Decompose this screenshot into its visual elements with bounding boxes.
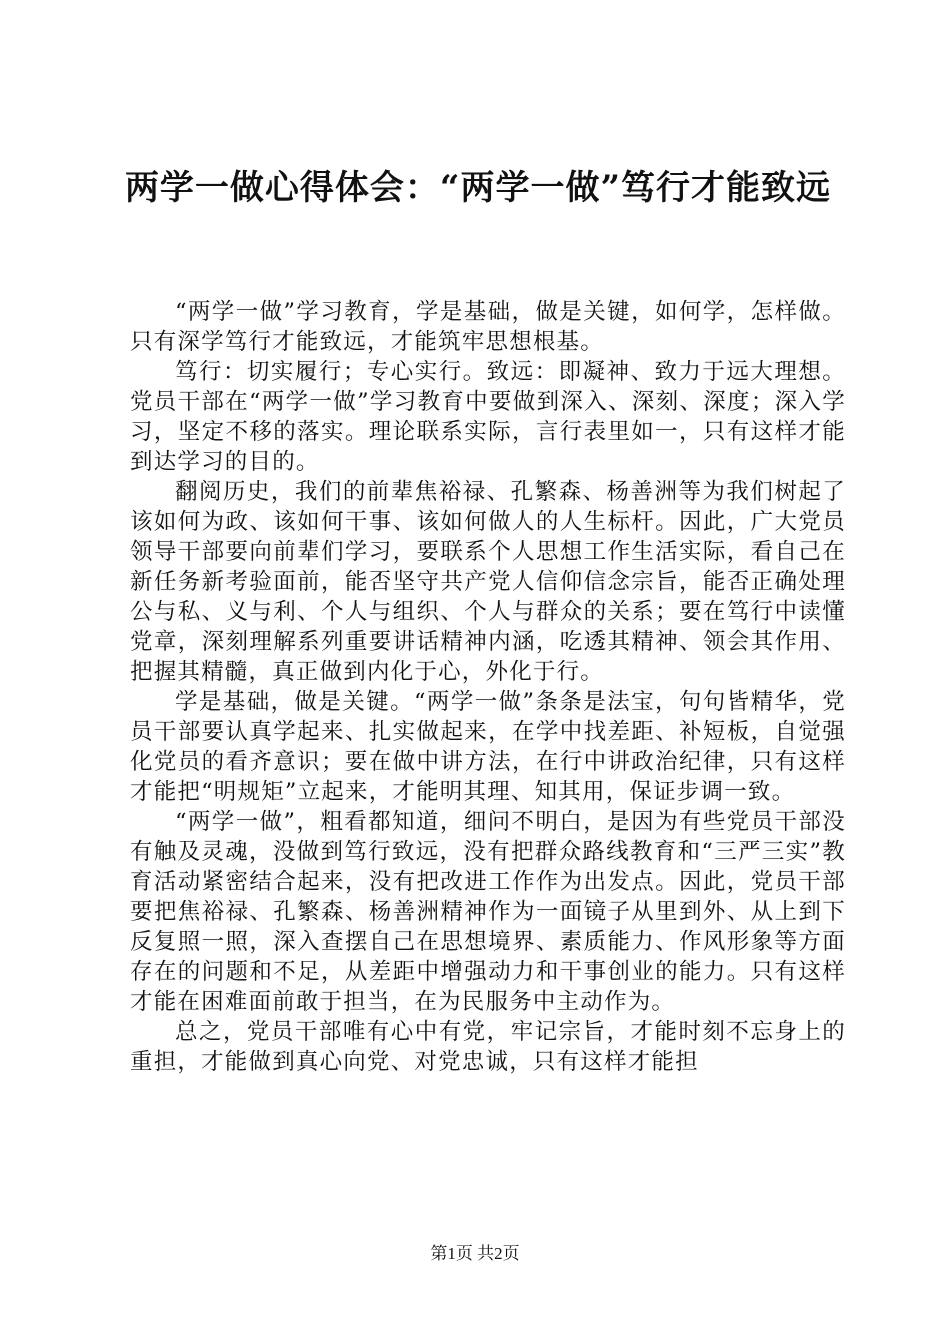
paragraph: 学是基础，做是关键。“两学一做”条条是法宝，句句皆精华，党员干部要认真学起来、扎实做起来，在学中找差距、补短板，自觉强化党员的看齐意识；要在做中讲方法，在行中讲政治纪律，只有这样才能把“明规矩”立起来，才能明其理、知其用，保证步调一致。 [130,689,846,805]
paragraph: 翻阅历史，我们的前辈焦裕禄、孔繁森、杨善洲等为我们树起了该如何为政、该如何干事、该如何做人的人生标杆。因此，广大党员领导干部要向前辈们学习，要联系个人思想工作生活实际，看自己在新任务新考验面前，能否坚守共产党人信仰信念宗旨，能否正确处理公与私、义与利、个人与组织、个人与群众的关系；要在笃行中读懂党章，深刻理解系列重要讲话精神内涵，吃透其精神、领会其作用、把握其精髓，真正做到内化于心，外化于行。 [130,479,846,685]
page-footer: 第1页 共2页 [430,1244,520,1263]
paragraph: 笃行：切实履行；专心实行。致远：即凝神、致力于远大理想。党员干部在“两学一做”学习教育中要做到深入、深刻、深度；深入学习，坚定不移的落实。理论联系实际，言行表里如一，只有这样才能到达学习的目的。 [130,359,846,475]
document-body [130,297,846,1077]
paragraph: “两学一做”，粗看都知道，细问不明白，是因为有些党员干部没有触及灵魂，没做到笃行致远，没有把群众路线教育和“三严三实”教育活动紧密结合起来，没有把改进工作作为出发点。因此，党员干部要把焦裕禄、孔繁森、杨善洲精神作为一面镜子从里到外、从上到下反复照一照，深入查摆自己在思想境界、素质能力、作风形象等方面存在的问题和不足，从差距中增强动力和干事创业的能力。只有这样才能在困难面前敢于担当，在为民服务中主动作为。 [130,809,846,1015]
page-title: 两学一做心得体会：“两学一做”笃行才能致远 [124,168,832,208]
paragraph: “两学一做”学习教育，学是基础，做是关键，如何学，怎样做。只有深学笃行才能致远，才能筑牢思想根基。 [130,299,846,355]
paragraph: 总之，党员干部唯有心中有党，牢记宗旨，才能时刻不忘身上的重担，才能做到真心向党、对党忠诚，只有这样才能担 [130,1019,846,1075]
